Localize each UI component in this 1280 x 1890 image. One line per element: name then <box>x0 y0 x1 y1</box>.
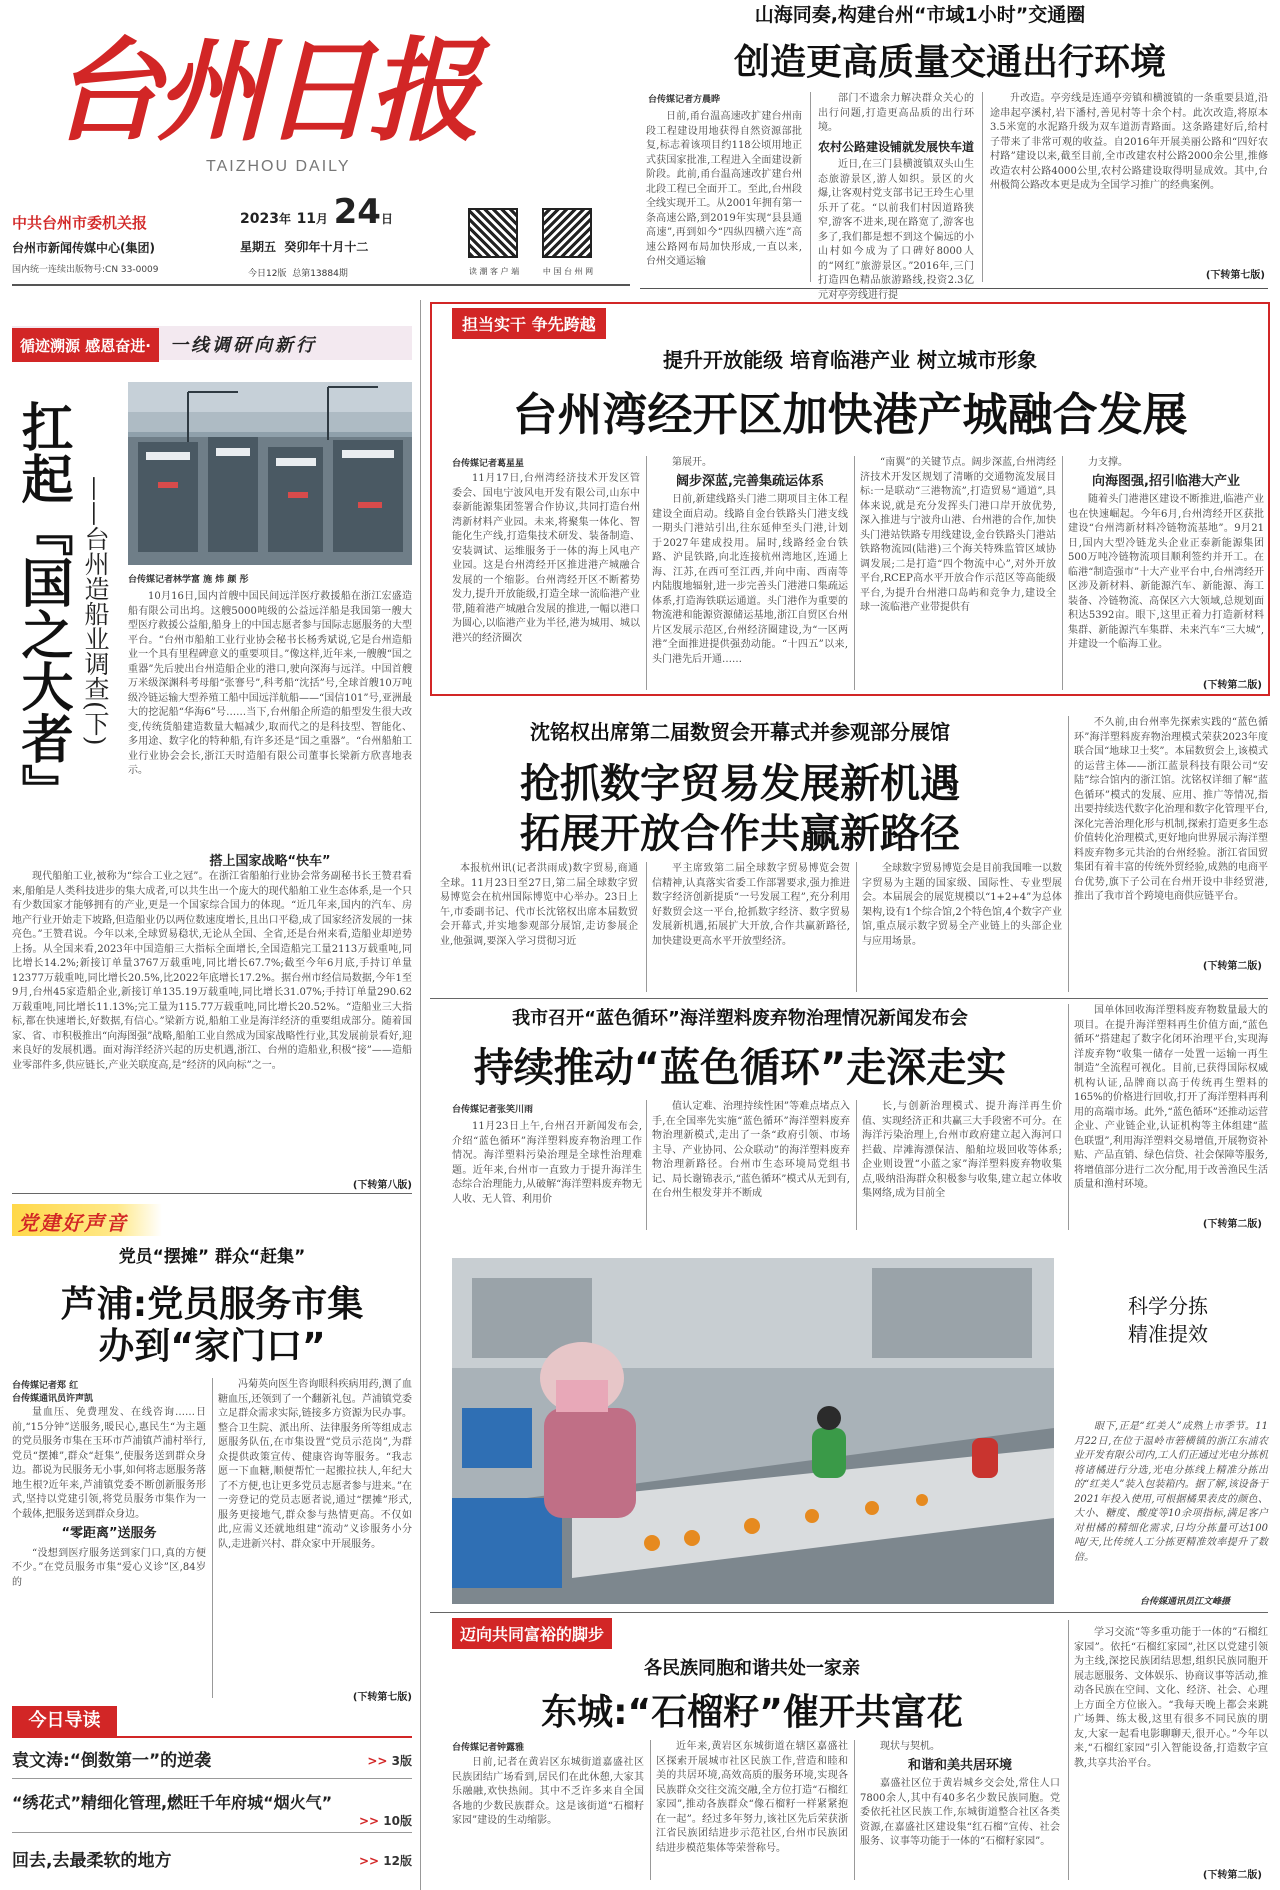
masthead-group: 台州市新闻传媒中心(集团) <box>12 241 155 255</box>
top-story-headline[interactable]: 创造更高质量交通出行环境 <box>733 42 1166 83</box>
port-col3: “南翼”的关键节点。阔步深蓝,台州湾经济技术开发区规划了清晰的交通物流发展目标:一是联动“三港物流”,打造贸易“通道”,具体来说,就是充分发挥头门港口岸开放优势,深入推进与宁波舟山港、台州港的合作,加快头门港站铁路专用线建设,金台铁路头门港站铁路物流园(陆港)三个海关特殊监管区域协调发展;二是打造“四个物流中心”,对外开放平台,RCEP高水平开放合作示范区等高能级平台,为提升台州港口岛屿和竞争力,建设全球一流临港产业带提供有 <box>860 457 1056 613</box>
port-col2: 第展开。 阔步深蓝,完善集疏运体系 日前,新建线路头门港二期项目主体工程建设全面启动。线路自金台铁路头门港支线一期头门港站引出,往东延伸至头门港,计划于2027年建成投用。届时,线路经金台铁路、沪昆铁路,向北连接杭州湾地区,连通上海、江苏,在西可至江西,并向中南、西南等内陆腹地辐射,进一步完善头门港港口集疏运体系,打造海铁联运通道。头门港作为重要的物流港和能源资源储运基地,浙江自贸区台州片区发展示范区,台州经济圈建设,为“一区两港”全面推进提供强劲动能。“十四五”以来,头门港先后开通…… <box>652 457 848 665</box>
ocean-byline: 台传媒记者张笑川雨 <box>452 1105 534 1115</box>
ocean-col1: 11月23日上午,台州召开新闻发布会,介绍“蓝色循环”海洋塑料废弃物治理工作情况。海洋塑料污染治理是全球性治理难题。近年来,台州市一直致力于提升海洋生态综合治理能力,从破解“海洋塑料废弃物无人收、无人管、利用价 <box>452 1121 642 1205</box>
sorting-line-illustration <box>452 1258 1054 1604</box>
toc-item[interactable]: 回去,去最柔软的地方 >> 12版 <box>12 1851 412 1871</box>
party-banner: 党建好声音 <box>12 1204 162 1236</box>
feature-text-1: 10月16日,国内首艘中国民间远洋医疗救援船在浙江宏盛造船有限公司出坞。这艘5000吨级的公益远洋船是我国第一艘大型医疗救援公益船,船身上的中国志愿者参与国际志愿服务的大型平台。“台州市船舶工业行业协会秘书长杨秀斌说,它是台州造船业一个具有里程碑意义的重要项目。”像这样,近年来,一艘艘“国之重器”先后驶出台州造船企业的港口,驶向深海与远洋。中国首艘万米级深渊科考母船“张謇号”,科考船“沈括”号,全球首艘10万吨级冷链运输大型养殖工船中国远洋航船——“国信101”号,亚洲最大的挖泥船“华海6”号……当下,台州船企所造的船型发生很大改变,传统货船建造数量大幅减少,取而代之的是科技型、智能化、多用途、数字化的特种船,有许多还是“国之重器”。“台州船舶工业行业协会会长,浙江天时造船有限公司董事长梁新方欣喜地表示。 <box>128 591 412 776</box>
qr-app-caption: 读 潮 客 户 端 <box>468 267 520 276</box>
top-story-byline: 台传媒记者方晨晔 <box>648 95 721 105</box>
port-kicker: 提升开放能级 培育临港产业 树立城市形象 <box>663 348 1037 372</box>
party-byline-2: 台传媒通讯员许声凯 <box>12 1394 94 1404</box>
shipyard-photo <box>128 382 412 565</box>
port-subhead-1: 阔步深蓝,完善集疏运体系 <box>676 473 824 489</box>
sorting-photo <box>452 1258 1054 1604</box>
dongcheng-continued[interactable]: (下转第二版) <box>1202 1870 1262 1881</box>
toc-label: 今日导读 <box>12 1706 117 1736</box>
port-byline: 台传媒记者葛星星 <box>452 459 525 469</box>
port-col4: 力支撑。 向海图强,招引临港大产业 随着头门港港区建设不断推进,临港产业也在快速崛起。今年6月,台州湾经开区获批建设“台州湾新材料冷链物流基地”。9月21日,国内大型冷链龙头企业正泰新能源集团500万吨冷链物流项目顺利签约并开工。在临港“制造强市”十大产业平台中,台州湾经开区涉及新材料、新能源汽车、新能源、海工装备、冷链物流、高保区六大领域,总规划面积达5392亩。眼下,这里正着力打造新材料集群、新能源汽车集群、未来汽车“三大城”,并建设一个临海工业。 <box>1068 457 1264 650</box>
dongcheng-byline: 台传媒记者钟露雅 <box>452 1743 525 1753</box>
ocean-col3: 长,与创新治理模式、提升海洋再生价值、实现经济正和共赢三大手段密不可分。在海洋污染治理上,台州市政府建立起入海河口拦截、岸滩海漂保洁、船舶垃圾回收等体系;企业则设置“小蓝之家”海洋塑料废弃物收集点,吸纳沿海群众积极参与收集,建立起立体收集网络,成为目前全 <box>862 1101 1062 1199</box>
trade-headline-2[interactable]: 拓展开放合作共赢新路径 <box>520 811 960 857</box>
party-col1: 量血压、免费理发、在线咨询……日前,“15分钟”送服务,暖民心,惠民生“为主题的党员服务市集在玉环市芦浦镇芦浦村举行,党员“摆摊”,群众“赶集”,使服务送到群众身边。都说为民服务无小事,如何将志愿服务落地生根?近年来,芦浦镇党委不断创新服务形式,坚持以党建引领,将党员服务市集作为一个载体,把服务送到群众身边。 “零距离”送服务 “没想到医疗服务送到家门口,真的方便不少。”在党员服务市集“爱心义诊”区,84岁的 <box>12 1407 206 1588</box>
party-col2: 冯菊英向医生咨询眼科疾病用药,测了血糖血压,还领到了一个翻新礼包。芦浦镇党委立足群众需求实际,链接多方资源为民办事。整合卫生院、派出所、法律服务所等组成志愿服务队伍,在市集设置“党员示范岗”,为群众提供政策宣传、健康咨询等服务。“我志愿一下血糖,顺便帮忙一起搬拉扶人,年纪大了不方便,也让更多党员志愿者参与进来。”在一旁登记的党员志愿者说,通过“摆摊”形式,服务更接地气,群众参与热情更高。不仅如此,应需义还就地组建“流动”义诊服务小分队,走进新兴村、群众家中开展服务。 <box>218 1379 412 1550</box>
photo-title-1: 科学分拣 <box>1128 1294 1208 1318</box>
feature-banner-script: 一线调研向新行 <box>170 335 318 356</box>
masthead-subtitle-en: TAIZHOU DAILY <box>206 158 351 175</box>
feature-banner <box>12 326 412 360</box>
port-banner: 担当实干 争先跨越 <box>452 308 606 339</box>
dongcheng-kicker: 各民族同胞和谐共处一家亲 <box>644 1658 860 1679</box>
top-story-col3: 升改造。亭旁线是连通亭旁镇和横渡镇的一条重要县道,沿途串起亭溪村,岩下潘村,善见村等十余个村。此次改造,将原本3.5米宽的水泥路升级为双车道沥青路面。这条路建好后,给村子带来了非常可观的收益。自2016年开展美丽公路和“四好农村路”建设以来,截至目前,全市改建农村公路2000余公里,推修改造农村公路4000公里,农村公路建设取得明显成效。其中,台州极简公路改本更是成为全国学习推广的经典案例。 <box>990 93 1268 191</box>
party-byline-1: 台传媒记者郑 红 <box>12 1381 79 1391</box>
trade-headline-1[interactable]: 抢抓数字贸易发展新机遇 <box>520 761 960 807</box>
feature-text-2: 现代船舶工业,被称为“综合工业之冠”。在浙江省船舶行业协会常务副秘书长王赞君看来,船舶是人类科技进步的集大成者,可以共生出一个庞大的现代船舶工业生态体系,是一个只有少数国家才能够拥有的产业,更是一个国家综合国力的体现。“近几年来,国内的汽车、房地产行业开始走下坡路,但造船业仍以两位数速度增长,且出口平稳,成了国家经济发展的一抹亮色。”王赞君说。今年以来,全球贸易稳状,无论从全国、全省,还是台州来看,造船业却逆势上扬。从全国来看,2023年中国造船三大指标全面增长,全国造船完工量2113万载重吨,同比增长14.2%;新接订单量3767万载重吨,同比增长67.7%;截至今年6月底,手持订单量12377万载重吨,同比增长20.5%,比2022年底增长17.2%。据台州市经信局数据,今年1至9月,台州45家造船企业,新接订单135.19万载重吨,同比增长31.07%;手持订单量290.62万载重吨,同比增长11.13%;完工量为115.77万载重吨,同比增长20.52%。“造船业三大指标,都在快速增长,好数据,有信心。”梁新方说,船舶工业是海洋经济的重要组成部分。随着国家、省、市积极推出“向海图强”战略,船舶工业自然成为国家战略性行业,其发展前景看好,迎来良好的发展机遇。面对海洋经济兴起的历史机遇,浙江、台州的造船业,积极“接”——造船业零部件多,供应链长,产业关联度高,是“经济的风向标”之一。 <box>12 871 412 1071</box>
port-continued[interactable]: (下转第二版) <box>1202 680 1262 691</box>
feature-big-title[interactable]: 扛起『国之大者』 <box>12 400 73 816</box>
trade-col2: 平主席致第二届全球数字贸易博览会贺信精神,认真落实省委工作部署要求,强力推进数字经济创新提质“一号发展工程”,充分利用好数贸会这一平台,抢抓数字经济、数字贸易发展新机遇,拓展扩大开放,合作共赢新路径,加快建设更高水平开放型经济。 <box>652 863 850 947</box>
ocean-col4: 国单体回收海洋塑料废弃物数量最大的项目。在提升海洋塑料再生价值方面,“蓝色循环”搭建起了数字化闭环治理平台,实现海洋废弃物“收集一储存一处置一运输一再生制造”全流程可视化。目前,已获得国际权威机构认证,品牌商以高于传统再生塑料的165%的价格进行回收,打开了海洋塑料再利用的高端市场。此外,“蓝色循环”还推动运营企业、产业链企业,认证机构等主体组建“蓝色联盟”,利用海洋塑料交易增值,开展物资补贴、产品直销、绿色信贷、社会保障等服务,将增值部分进行二次分配,用于改善渔民生活质量和渔村环境。 <box>1074 1005 1268 1190</box>
dongcheng-col4: 学习交流“等多重功能于一体的”石榴红家园”。依托“石榴红家园”,社区以党建引领为主线,深挖民族团结思想,组织民族同胞开展志愿服务、文体娱乐、协商议事等活动,推动各民族在空间、文化、经济、社会、心理上方面全方位嵌入。“我每天晚上都会来跳广场舞、练太极,这里有很多不同民族的朋友,大家一起看电影聊聊天,很开心。”今年以来,“石榴红家园”引入智能设备,打造数字宣教,共享共治平台。 <box>1074 1627 1268 1769</box>
dongcheng-col2: 近年来,黄岩区东城街道在辖区嘉盛社区探索开展城市社区民族工作,营造和睦和美的共居环境,高效高质的服务环境,实现各民族群众交往交流交融,全方位打造“石榴红家园”,推动各族群众“像石榴籽一样紧紧抱在一起”。经过多年努力,该社区先后荣获浙江省民族团结进步示范社区,台州市民族团结进步模范集体等荣誉称号。 <box>656 1741 848 1854</box>
port-subhead-2: 向海图强,招引临港大产业 <box>1092 473 1240 489</box>
top-story-col2: 部门不遗余力解决群众关心的出行问题,打造更高品质的出行环境。 农村公路建设铺就发展快车道 近日,在三门县横渡镇双头山生态旅游景区,游人如织。景区的火爆,让客观村党支部书记王玲生心里乐开了花。“以前我们村因道路狭窄,游客不进来,现在路宽了,游客也多了,我们都是想不到这个偏远的小山村如今成为了口碑好8000人的“网红”旅游景区。”2016年,三门打造四色精品旅游路线,投资2.3亿元对亭旁线进行提 <box>818 93 975 301</box>
newspaper-title-logo <box>50 22 474 157</box>
issue-date: 2023年 11月 24日 <box>240 192 393 232</box>
masthead-cn-number: 国内统一连续出版物号:CN 33-0009 <box>12 265 159 275</box>
toc-item[interactable]: 袁文涛:“倒数第一”的逆袭 >> 3版 <box>12 1751 412 1771</box>
feature-subhead: 搭上国家战略“快车” <box>209 854 331 869</box>
photo-caption-text: 眼下,正是“红美人”成熟上市季节。11月22日,在位于温岭市箬横镇的浙江东浦农业开发有限公司内,工人们正通过光电分拣机将诸橘进行分选,光电分拣线上精准分拣出的“红美人”装入包装箱内。据了解,该设备于2021年投入使用,可根据橘果表皮的颜色、大小、糖度、酸度等10余项指标,满足客户对柑橘的精细化需求,日均分拣量可达100吨/天,比传统人工分拣更精准效率提升了数倍。 <box>1074 1421 1268 1563</box>
trade-col4: 不久前,由台州率先探索实践的“蓝色循环”海洋塑料废弃物治理模式荣获2023年度联合国“地球卫士奖”。本届数贸会上,该模式的运营主体——浙江蓝景科技有限公司“安陆”综合馆内的浙江馆。沈铭权详细了解“蓝色循环”模式的发展、应用、推广等情况,指出要持续迭代数字化治理和数字化管理平台,深化完善治理化形与机制,探索打造更多生态价值转化治理模式,更好地向世界展示海洋塑料废弃物多元共治的台州经验。浙江省国贸集团有着丰富的传统外贸经验,成熟的电商平台优势,旗下子公司在台州开设中非经贸港,推出了我市首个跨境电商供应链平台。 <box>1074 717 1268 902</box>
masthead-org: 中共台州市委机关报 <box>12 214 148 232</box>
trade-col3: 全球数字贸易博览会是目前我国唯一以数字贸易为主题的国家级、国际性、专业型展会。本届展会的展览规模以“1+2+4”为总体架构,设有1个综合馆,2个特色馆,4个数字产业馆,重点展示数字贸易全产业链上的头部企业与应用场景。 <box>862 863 1062 947</box>
feature-side-title: ——台州造船业调查(下) <box>81 476 110 746</box>
qr-web-caption: 中 国 台 州 网 <box>542 267 594 276</box>
party-headline-2[interactable]: 办到“家门口” <box>98 1326 326 1367</box>
toc-item[interactable]: “绣花式”精细化管理,燃旺千年府城“烟火气” >> 10版 <box>12 1793 412 1828</box>
qr-code-web[interactable] <box>542 208 592 258</box>
page-count: 今日12版 <box>248 269 287 279</box>
trade-kicker: 沈铭权出席第二届数贸会开幕式并参观部分展馆 <box>530 720 950 744</box>
top-story-kicker: 山海同奏,构建台州“市域1小时”交通圈 <box>754 4 1086 26</box>
top-story-subhead: 农村公路建设铺就发展快车道 <box>818 139 975 154</box>
photo-title-2: 精准提效 <box>1128 1322 1208 1346</box>
qr-code-app[interactable] <box>468 208 518 258</box>
top-story-col1: 日前,甬台温高速改扩建台州南段工程建设用地获得自然资源部批复,标志着该项目约118公顷用地正式获国家批准,工程进入全面建设新阶段。此前,甬台温高速改扩建台州北段工程已全面开工。至此,台州段全线实现开工。从2001年拥有第一条高速公路,到2019年实现“县县通高速”,再到如今“四纵四横六连”高速公路网布局加快形成,一直以来,台州交通运输 <box>646 111 802 267</box>
photo-feature-byline: 台传媒通讯员江文峰摄 <box>1140 1597 1231 1607</box>
ocean-col2: 值认定难、治理持续性困”等难点堵点入手,在全国率先实施“蓝色循环”海洋塑料废弃物治理新模式,走出了一条“政府引领、市场主导、产业协同、公众联动”的海洋塑料废弃物治理新路径。台州市生态环境局党组书记、局长谢锦表示,“蓝色循环”模式从无到有,在台州生根发芽并不断成 <box>652 1101 850 1199</box>
party-headline-1[interactable]: 芦浦:党员服务市集 <box>60 1284 364 1325</box>
shipyard-illustration <box>128 382 412 565</box>
port-col1: 11月17日,台州湾经济技术开发区管委会、国电宁波风电开发有限公司,山东中泰新能源集团签署合作协议,共同打造台州湾新材料产业园。未来,将聚集一体化、智能化生产线,打造集技术研发、装备制造、安装调试、运维服务于一体的海上风电产业园。这是台州湾经开区推进港产城融合发展的一个缩影。台州湾经开区不断蓄势发力,提升开放能级,打造全球一流临港产业带,随着港产城融合发展的推进,一幅以港口为圆心,以临港产业为半径,港为城用、城以港兴的经济圈次 <box>452 473 640 644</box>
ocean-headline[interactable]: 持续推动“蓝色循环”走深走实 <box>473 1045 1007 1091</box>
dongcheng-headline[interactable]: 东城:“石榴籽”催开共富花 <box>541 1692 963 1733</box>
weekday: 星期五 <box>240 240 277 254</box>
dongcheng-col3: 现状与契机。 和谐和美共居环境 嘉盛社区位于黄岩城乡交会处,常住人口7800余人,其中有40多名少数民族同胞。党委依托社区民族工作,东城街道整合社区各类资源,在嘉盛社区建设集“红石榴”宣传、社会服务、议事等功能于一体的“石榴籽家园”。 <box>860 1741 1060 1847</box>
svg-text:台州日报: 台州日报 <box>50 26 474 157</box>
photo-credit: 台传媒记者林学富 施 炜 颜 彤 <box>128 575 249 585</box>
top-story-continued[interactable]: (下转第七版) <box>1205 270 1265 281</box>
dongcheng-subhead: 和谐和美共居环境 <box>907 1757 1012 1773</box>
port-headline[interactable]: 台州湾经开区加快港产城融合发展 <box>512 388 1188 441</box>
ocean-kicker: 我市召开“蓝色循环”海洋塑料废弃物治理情况新闻发布会 <box>512 1008 968 1029</box>
lunar-date: 癸卯年十月十二 <box>284 240 369 254</box>
dongcheng-banner: 迈向共同富裕的脚步 <box>452 1618 612 1649</box>
trade-continued[interactable]: (下转第二版) <box>1202 961 1262 972</box>
trade-col1: 本报杭州讯(记者洪雨成)数字贸易,商通全球。11月23日至27日,第二届全球数字贸易博览会在杭州国际博览中心举办。23日上午,市委副书记、代市长沈铭权出席本届数贸会开幕式,并实地参观部分展馆,走访参展企业,他强调,要深入学习贯彻习近 <box>440 863 638 947</box>
party-continued[interactable]: (下转第七版) <box>352 1692 412 1703</box>
masthead-logo <box>50 22 474 157</box>
dongcheng-col1: 日前,记者在黄岩区东城街道嘉盛社区民族团结广场看到,居民们在此休憩,大家其乐融融,欢快热闹。其中不乏许多来自全国各地的少数民族群众。这是该街道“石榴籽家园”建设的生动缩影。 <box>452 1757 644 1826</box>
party-kicker: 党员“摆摊” 群众“赶集” <box>118 1247 306 1267</box>
issue-number: 总第13884期 <box>292 269 348 279</box>
ocean-continued[interactable]: (下转第二版) <box>1202 1219 1262 1230</box>
feature-continued[interactable]: (下转第八版) <box>352 1180 412 1191</box>
party-subhead: “零距离”送服务 <box>61 1526 157 1541</box>
feature-banner-label: 循迹溯源 感恩奋进· <box>12 328 159 362</box>
